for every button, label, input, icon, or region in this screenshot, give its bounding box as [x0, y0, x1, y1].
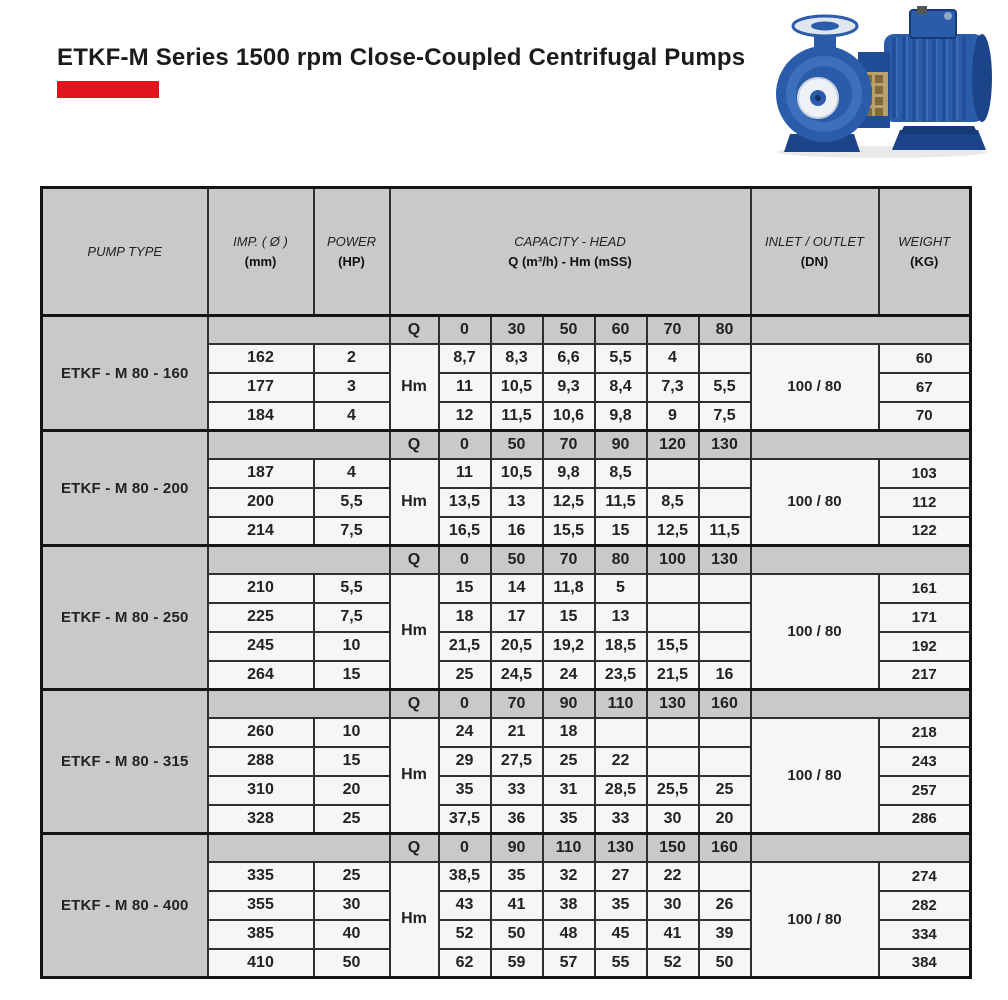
weight-cell: 112: [879, 488, 971, 517]
page-title: ETKF-M Series 1500 rpm Close-Coupled Centrifugal Pumps: [57, 44, 746, 71]
head-value-cell: [699, 862, 751, 891]
q-header-row: [42, 834, 971, 862]
head-value-cell: 9,3: [543, 373, 595, 402]
q-flow-value-cell: 80: [699, 316, 751, 344]
inlet-outlet-cell: 100 / 80: [751, 459, 879, 546]
head-value-cell: 18: [439, 603, 491, 632]
col-header-pump-type-label: PUMP TYPE: [87, 244, 163, 259]
weight-cell: 274: [879, 862, 971, 891]
impeller-diameter-cell: 225: [208, 603, 314, 632]
col-header-weight: WEIGHT (KG): [879, 188, 971, 316]
head-value-cell: 9,8: [595, 402, 647, 431]
head-value-cell: 7,5: [699, 402, 751, 431]
q-flow-value-cell: 90: [595, 431, 647, 459]
power-cell: 50: [314, 949, 390, 978]
head-value-cell: 16,5: [439, 517, 491, 546]
q-flow-value-cell: 90: [491, 834, 543, 862]
head-value-cell: 15,5: [647, 632, 699, 661]
impeller-diameter-cell: 328: [208, 805, 314, 834]
head-value-cell: 21,5: [647, 661, 699, 690]
head-value-cell: 15: [439, 574, 491, 603]
spacer-cell: [208, 316, 390, 344]
weight-cell: 218: [879, 718, 971, 747]
head-value-cell: [699, 603, 751, 632]
head-value-cell: 7,3: [647, 373, 699, 402]
head-value-cell: 55: [595, 949, 647, 978]
weight-cell: 103: [879, 459, 971, 488]
power-cell: 20: [314, 776, 390, 805]
weight-cell: 60: [879, 344, 971, 373]
power-cell: 25: [314, 805, 390, 834]
q-flow-value-cell: 70: [543, 431, 595, 459]
head-value-cell: 5: [595, 574, 647, 603]
pump-type-cell: ETKF - M 80 - 160: [42, 316, 208, 431]
spacer-cell: [751, 316, 971, 344]
table-header-row: [42, 188, 971, 316]
head-value-cell: 57: [543, 949, 595, 978]
head-value-cell: 32: [543, 862, 595, 891]
col-header-pump-type: [42, 188, 208, 316]
head-value-cell: 59: [491, 949, 543, 978]
head-value-cell: 50: [491, 920, 543, 949]
col-header-inlet-outlet: INLET / OUTLET (DN): [751, 188, 879, 316]
hm-label-cell: Hm: [390, 862, 439, 978]
impeller-diameter-cell: 200: [208, 488, 314, 517]
head-value-cell: 13,5: [439, 488, 491, 517]
weight-cell: 384: [879, 949, 971, 978]
impeller-diameter-cell: 245: [208, 632, 314, 661]
weight-cell: 67: [879, 373, 971, 402]
title-accent-bar: [57, 81, 159, 98]
head-value-cell: 24: [439, 718, 491, 747]
head-value-cell: 37,5: [439, 805, 491, 834]
head-value-cell: 26: [699, 891, 751, 920]
head-value-cell: [699, 574, 751, 603]
head-value-cell: 50: [699, 949, 751, 978]
head-value-cell: 11: [439, 459, 491, 488]
power-cell: 25: [314, 862, 390, 891]
head-value-cell: 17: [491, 603, 543, 632]
pump-type-cell: ETKF - M 80 - 400: [42, 834, 208, 978]
weight-cell: 70: [879, 402, 971, 431]
head-value-cell: 27: [595, 862, 647, 891]
weight-cell: 122: [879, 517, 971, 546]
q-flow-value-cell: 130: [647, 690, 699, 718]
inlet-outlet-cell: 100 / 80: [751, 344, 879, 431]
hm-label-cell: Hm: [390, 574, 439, 690]
head-value-cell: 8,5: [595, 459, 647, 488]
q-flow-value-cell: 160: [699, 690, 751, 718]
col-header-impeller: IMP. ( Ø ) (mm): [208, 188, 314, 316]
head-value-cell: [595, 718, 647, 747]
impeller-diameter-cell: 335: [208, 862, 314, 891]
q-label-cell: Q: [390, 690, 439, 718]
head-value-cell: 4: [647, 344, 699, 373]
head-value-cell: 43: [439, 891, 491, 920]
power-cell: 15: [314, 747, 390, 776]
q-label-cell: Q: [390, 316, 439, 344]
power-cell: 10: [314, 718, 390, 747]
q-flow-value-cell: 130: [699, 546, 751, 574]
head-value-cell: 16: [699, 661, 751, 690]
pump-product-image: [762, 2, 1002, 160]
power-cell: 7,5: [314, 517, 390, 546]
head-value-cell: 33: [595, 805, 647, 834]
col-header-power: POWER (HP): [314, 188, 390, 316]
head-value-cell: [647, 603, 699, 632]
head-value-cell: 13: [595, 603, 647, 632]
power-cell: 15: [314, 661, 390, 690]
head-value-cell: 15: [595, 517, 647, 546]
impeller-diameter-cell: 410: [208, 949, 314, 978]
head-value-cell: 9: [647, 402, 699, 431]
inlet-outlet-cell: 100 / 80: [751, 862, 879, 978]
spacer-cell: [751, 431, 971, 459]
power-cell: 5,5: [314, 574, 390, 603]
inlet-outlet-cell: 100 / 80: [751, 574, 879, 690]
head-value-cell: 35: [439, 776, 491, 805]
head-value-cell: 8,4: [595, 373, 647, 402]
head-value-cell: 31: [543, 776, 595, 805]
impeller-diameter-cell: 177: [208, 373, 314, 402]
spacer-cell: [208, 834, 390, 862]
q-flow-value-cell: 0: [439, 316, 491, 344]
q-flow-value-cell: 0: [439, 431, 491, 459]
q-flow-value-cell: 0: [439, 546, 491, 574]
power-cell: 4: [314, 459, 390, 488]
head-value-cell: 15,5: [543, 517, 595, 546]
spacer-cell: [751, 834, 971, 862]
power-cell: 3: [314, 373, 390, 402]
head-value-cell: 48: [543, 920, 595, 949]
q-flow-value-cell: 60: [595, 316, 647, 344]
q-flow-value-cell: 120: [647, 431, 699, 459]
head-value-cell: 23,5: [595, 661, 647, 690]
head-value-cell: [647, 459, 699, 488]
head-value-cell: 30: [647, 891, 699, 920]
head-value-cell: 5,5: [699, 373, 751, 402]
pump-type-cell: ETKF - M 80 - 200: [42, 431, 208, 546]
q-label-cell: Q: [390, 431, 439, 459]
head-value-cell: 10,6: [543, 402, 595, 431]
head-value-cell: 11,5: [491, 402, 543, 431]
head-value-cell: 15: [543, 603, 595, 632]
head-value-cell: 18: [543, 718, 595, 747]
q-header-row: [42, 546, 971, 574]
head-value-cell: 45: [595, 920, 647, 949]
q-flow-value-cell: 30: [491, 316, 543, 344]
weight-cell: 171: [879, 603, 971, 632]
head-value-cell: 11,5: [699, 517, 751, 546]
head-value-cell: 13: [491, 488, 543, 517]
head-value-cell: 22: [595, 747, 647, 776]
head-value-cell: 28,5: [595, 776, 647, 805]
head-value-cell: [699, 718, 751, 747]
head-value-cell: 8,3: [491, 344, 543, 373]
spacer-cell: [208, 690, 390, 718]
hm-label-cell: Hm: [390, 459, 439, 546]
q-flow-value-cell: 100: [647, 546, 699, 574]
q-header-row: [42, 431, 971, 459]
q-flow-value-cell: 130: [595, 834, 647, 862]
head-value-cell: 35: [543, 805, 595, 834]
head-value-cell: 18,5: [595, 632, 647, 661]
hm-label-cell: Hm: [390, 718, 439, 834]
head-value-cell: [699, 747, 751, 776]
head-value-cell: 33: [491, 776, 543, 805]
head-value-cell: 24: [543, 661, 595, 690]
spacer-cell: [751, 690, 971, 718]
head-value-cell: 12,5: [647, 517, 699, 546]
head-value-cell: 8,5: [647, 488, 699, 517]
col-header-capacity-head: CAPACITY - HEAD Q (m³/h) - Hm (mSS): [390, 188, 751, 316]
head-value-cell: 38,5: [439, 862, 491, 891]
centrifugal-pump-illustration: [762, 2, 1002, 160]
q-header-row: [42, 316, 971, 344]
q-flow-value-cell: 80: [595, 546, 647, 574]
head-value-cell: 19,2: [543, 632, 595, 661]
head-value-cell: 62: [439, 949, 491, 978]
head-value-cell: [647, 574, 699, 603]
spacer-cell: [208, 546, 390, 574]
head-value-cell: 21: [491, 718, 543, 747]
head-value-cell: 35: [491, 862, 543, 891]
head-value-cell: 41: [647, 920, 699, 949]
inlet-outlet-cell: 100 / 80: [751, 718, 879, 834]
head-value-cell: 38: [543, 891, 595, 920]
power-cell: 10: [314, 632, 390, 661]
head-value-cell: 25: [699, 776, 751, 805]
q-flow-value-cell: 110: [595, 690, 647, 718]
q-flow-value-cell: 50: [543, 316, 595, 344]
impeller-diameter-cell: 162: [208, 344, 314, 373]
head-value-cell: [647, 747, 699, 776]
head-value-cell: 36: [491, 805, 543, 834]
power-cell: 5,5: [314, 488, 390, 517]
weight-cell: 286: [879, 805, 971, 834]
head-value-cell: 25: [439, 661, 491, 690]
impeller-diameter-cell: 184: [208, 402, 314, 431]
pump-type-cell: ETKF - M 80 - 315: [42, 690, 208, 834]
q-flow-value-cell: 0: [439, 834, 491, 862]
power-cell: 2: [314, 344, 390, 373]
impeller-diameter-cell: 385: [208, 920, 314, 949]
q-flow-value-cell: 90: [543, 690, 595, 718]
head-value-cell: [699, 459, 751, 488]
head-value-cell: 10,5: [491, 459, 543, 488]
head-value-cell: 25: [543, 747, 595, 776]
head-value-cell: 29: [439, 747, 491, 776]
q-flow-value-cell: 150: [647, 834, 699, 862]
head-value-cell: 41: [491, 891, 543, 920]
head-value-cell: 30: [647, 805, 699, 834]
head-value-cell: 12,5: [543, 488, 595, 517]
weight-cell: 243: [879, 747, 971, 776]
q-flow-value-cell: 160: [699, 834, 751, 862]
impeller-diameter-cell: 260: [208, 718, 314, 747]
head-value-cell: 12: [439, 402, 491, 431]
weight-cell: 257: [879, 776, 971, 805]
q-flow-value-cell: 0: [439, 690, 491, 718]
spacer-cell: [208, 431, 390, 459]
pump-specs-table: [40, 186, 972, 979]
power-cell: 40: [314, 920, 390, 949]
impeller-diameter-cell: 355: [208, 891, 314, 920]
q-flow-value-cell: 130: [699, 431, 751, 459]
head-value-cell: 11,8: [543, 574, 595, 603]
power-cell: 7,5: [314, 603, 390, 632]
q-flow-value-cell: 70: [491, 690, 543, 718]
weight-cell: 192: [879, 632, 971, 661]
head-value-cell: 9,8: [543, 459, 595, 488]
head-value-cell: 27,5: [491, 747, 543, 776]
head-value-cell: [699, 632, 751, 661]
weight-cell: 217: [879, 661, 971, 690]
power-cell: 30: [314, 891, 390, 920]
head-value-cell: 52: [647, 949, 699, 978]
head-value-cell: 14: [491, 574, 543, 603]
head-value-cell: 24,5: [491, 661, 543, 690]
head-value-cell: 22: [647, 862, 699, 891]
weight-cell: 282: [879, 891, 971, 920]
head-value-cell: 11,5: [595, 488, 647, 517]
head-value-cell: 6,6: [543, 344, 595, 373]
impeller-diameter-cell: 310: [208, 776, 314, 805]
impeller-diameter-cell: 264: [208, 661, 314, 690]
impeller-diameter-cell: 187: [208, 459, 314, 488]
q-flow-value-cell: 110: [543, 834, 595, 862]
head-value-cell: 35: [595, 891, 647, 920]
head-value-cell: 39: [699, 920, 751, 949]
impeller-diameter-cell: 214: [208, 517, 314, 546]
hm-label-cell: Hm: [390, 344, 439, 431]
q-label-cell: Q: [390, 834, 439, 862]
q-flow-value-cell: 70: [647, 316, 699, 344]
head-value-cell: 20,5: [491, 632, 543, 661]
head-value-cell: 11: [439, 373, 491, 402]
head-value-cell: 16: [491, 517, 543, 546]
impeller-diameter-cell: 210: [208, 574, 314, 603]
spacer-cell: [751, 546, 971, 574]
head-value-cell: 20: [699, 805, 751, 834]
pump-type-cell: ETKF - M 80 - 250: [42, 546, 208, 690]
head-value-cell: 21,5: [439, 632, 491, 661]
head-value-cell: 8,7: [439, 344, 491, 373]
q-flow-value-cell: 70: [543, 546, 595, 574]
impeller-diameter-cell: 288: [208, 747, 314, 776]
head-value-cell: [699, 344, 751, 373]
power-cell: 4: [314, 402, 390, 431]
head-value-cell: [647, 718, 699, 747]
head-value-cell: 52: [439, 920, 491, 949]
weight-cell: 334: [879, 920, 971, 949]
head-value-cell: [699, 488, 751, 517]
q-flow-value-cell: 50: [491, 546, 543, 574]
weight-cell: 161: [879, 574, 971, 603]
head-value-cell: 10,5: [491, 373, 543, 402]
head-value-cell: 25,5: [647, 776, 699, 805]
q-header-row: [42, 690, 971, 718]
head-value-cell: 5,5: [595, 344, 647, 373]
q-flow-value-cell: 50: [491, 431, 543, 459]
q-label-cell: Q: [390, 546, 439, 574]
